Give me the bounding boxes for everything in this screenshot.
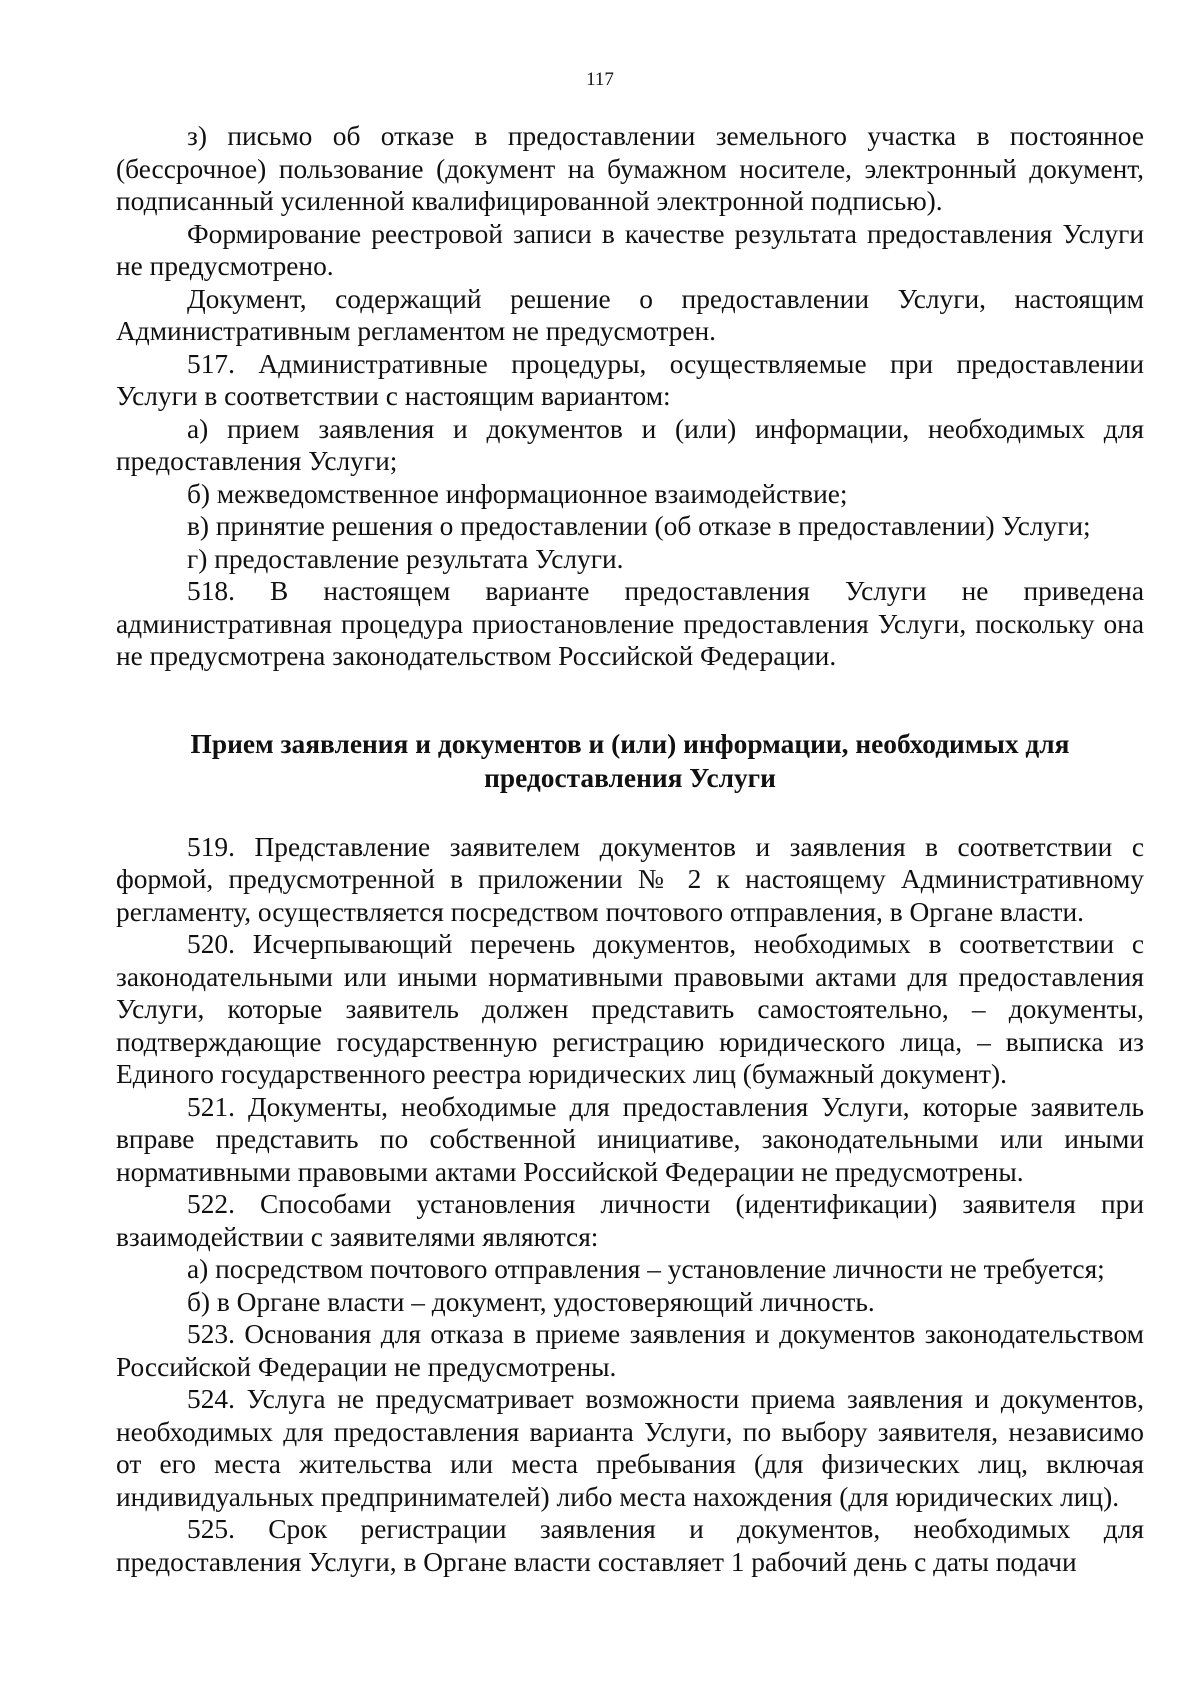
paragraph: а) посредством почтового отправления – установление личности не требуется; bbox=[187, 1254, 1105, 1284]
paragraph: 524. Услуга не предусматривает возможности приема заявления и документов, необходимых для предоставления варианта Услуги, по выбору заявителя, независимо от его места жительства или места пребывания (для физических лиц, включая индивидуальных предпринимателей) либо места нахождения (для юридических лиц). bbox=[116, 1384, 1144, 1512]
paragraph: в) принятие решения о предоставлении (об отказе в предоставлении) Услуги; bbox=[187, 511, 1091, 541]
paragraph: 521. Документы, необходимые для предоставления Услуги, которые заявитель вправе представить по собственной инициативе, законодательными или иными нормативными правовыми актами Российской Федерации не предусмотрены. bbox=[116, 1091, 1144, 1187]
paragraph: 518. В настоящем варианте предоставления Услуги не приведена административная процедура приостановление предоставления Услуги, поскольку она не предусмотрена законодательством Российской Федерации. bbox=[116, 576, 1144, 671]
paragraph: Формирование реестровой записи в качестве результата предоставления Услуги не предусмотрено. bbox=[116, 218, 1144, 281]
paragraph: з) письмо об отказе в предоставлении земельного участка в постоянное (бессрочное) пользование (документ на бумажном носителе, электронный документ, подписанный усиленной квалифицированной электронной подписью). bbox=[116, 121, 1144, 216]
section-heading: Прием заявления и документов и (или) информации, необходимых для предоставления Услуги bbox=[190, 728, 1070, 793]
paragraph: 525. Срок регистрации заявления и документов, необходимых для предоставления Услуги, в Органе власти составляет 1 рабочий день с даты подачи bbox=[116, 1514, 1144, 1577]
paragraph: б) в Органе власти – документ, удостоверяющий личность. bbox=[187, 1286, 875, 1317]
paragraph: 517. Административные процедуры, осуществляемые при предоставлении Услуги в соответствии с настоящим вариантом: bbox=[116, 348, 1144, 411]
paragraph: а) прием заявления и документов и (или) информации, необходимых для предоставления Услуги; bbox=[116, 413, 1144, 476]
page-number: 117 bbox=[586, 69, 614, 90]
paragraph: Документ, содержащий решение о предоставлении Услуги, настоящим Административным регламентом не предусмотрен. bbox=[116, 283, 1144, 346]
paragraph: 523. Основания для отказа в приеме заявления и документов законодательством Российской Федерации не предусмотрены. bbox=[116, 1319, 1144, 1382]
paragraph: г) предоставление результата Услуги. bbox=[187, 543, 624, 574]
paragraph: 519. Представление заявителем документов и заявления в соответствии с формой, предусмотренной в приложении № 2 к настоящему Административному регламенту, осуществляется посредством почтового отправления, в Органе власти. bbox=[116, 831, 1144, 927]
paragraph: 522. Способами установления личности (идентификации) заявителя при взаимодействии с заявителями являются: bbox=[116, 1189, 1144, 1252]
paragraph: б) межведомственное информационное взаимодействие; bbox=[187, 478, 848, 509]
paragraph: 520. Исчерпывающий перечень документов, необходимых в соответствии с законодательными или иными нормативными правовыми актами для предоставления Услуги, которые заявитель должен представить самостоятельно, – документы, подтверждающие государственную регистрацию юридического лица, – выписка из Единого государственного реестра юридических лиц (бумажный документ). bbox=[116, 929, 1144, 1089]
page-content bbox=[116, 120, 1144, 1578]
